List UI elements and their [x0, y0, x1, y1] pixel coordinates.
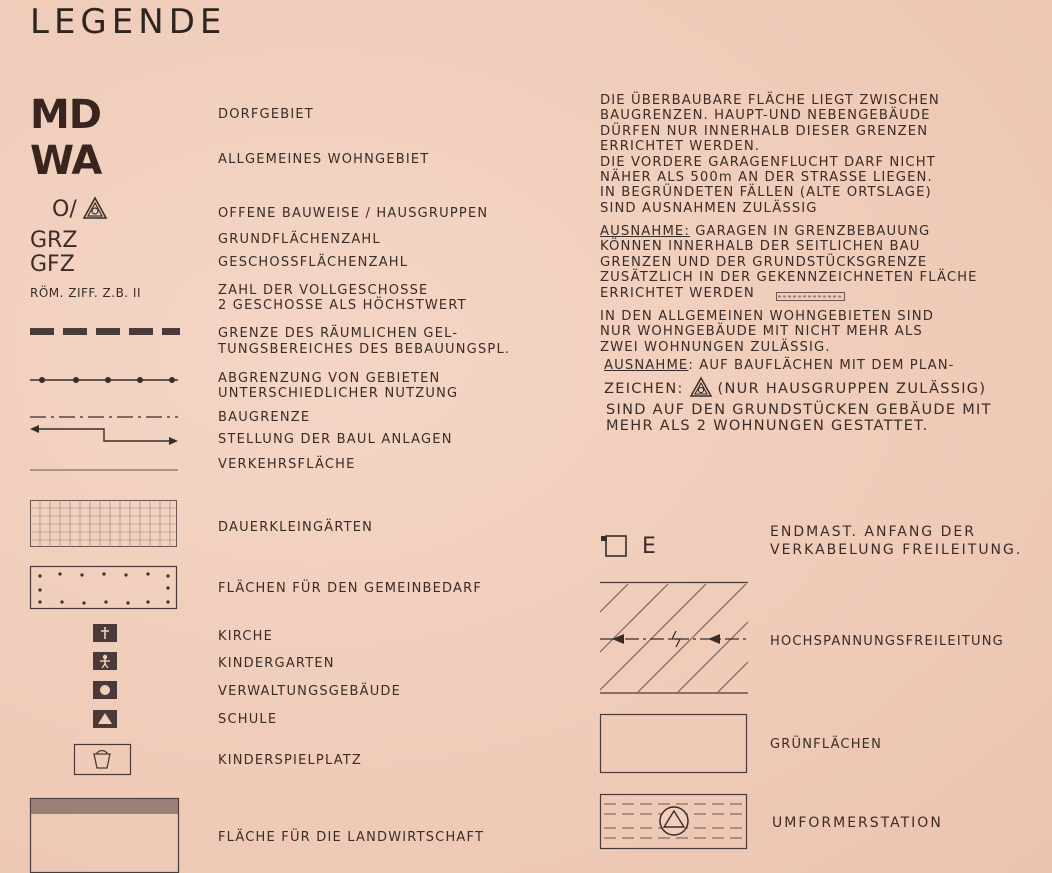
note-paragraph-3-line-1: SIND AUF DEN GRUNDSTÜCKEN GEBÄUDE MIT: [606, 402, 992, 418]
ausnahme-2-heading: AUSNAHME: [604, 358, 689, 373]
grz-label: GRUNDFLÄCHENZAHL: [218, 232, 381, 247]
stellung-label: STELLUNG DER BAUL ANLAGEN: [218, 432, 453, 447]
gfz-label: GESCHOSSFLÄCHENZAHL: [218, 255, 409, 270]
geltungsbereich-line: [30, 325, 180, 337]
kirche-label: KIRCHE: [218, 629, 274, 644]
note-zeichen: [604, 377, 986, 398]
abgrenzung-line: [30, 374, 180, 386]
gruenflaechen-symbol: [600, 714, 750, 774]
verkehr-label: VERKEHRSFLÄCHE: [218, 457, 356, 472]
legend-title: LEGENDE: [30, 2, 227, 42]
roem-ziff-symbol: RÖM. ZIFF. Z.B. II: [30, 286, 142, 300]
landwirtschaft-label: FLÄCHE FÜR DIE LANDWIRTSCHAFT: [218, 830, 485, 845]
endmast-icon: [598, 534, 630, 558]
md-symbol: MD: [30, 92, 102, 138]
endmast-symbol: E: [642, 534, 656, 559]
verwaltung-icon: [93, 681, 117, 699]
roem-label-2: 2 GESCHOSSE ALS HÖCHSTWERT: [218, 298, 467, 313]
bauweise-symbol: [52, 196, 108, 222]
gruen-label: GRÜNFLÄCHEN: [770, 737, 883, 752]
baugrenze-line: [30, 412, 180, 422]
dauerklein-label: DAUERKLEINGÄRTEN: [218, 520, 374, 535]
stellung-arrow: [30, 424, 180, 446]
spielplatz-icon: [74, 744, 132, 776]
verkehr-line: [30, 468, 180, 472]
hausgruppen-icon: [690, 377, 712, 397]
abgrenzung-label-2: UNTERSCHIEDLICHER NUTZUNG: [218, 386, 459, 401]
hochspannung-label: HOCHSPANNUNGSFREILEITUNG: [770, 634, 1004, 649]
dauerkleingarten-pattern: [30, 500, 178, 548]
md-label: DORFGEBIET: [218, 107, 314, 122]
note-paragraph-3-line-2: MEHR ALS 2 WOHNUNGEN GESTATTET.: [606, 418, 929, 434]
gemeinbedarf-label: FLÄCHEN FÜR DEN GEMEINBEDARF: [218, 581, 483, 596]
spielplatz-label: KINDERSPIELPLATZ: [218, 753, 363, 768]
garage-area-symbol: [776, 292, 846, 302]
grenze-label-1: GRENZE DES RÄUMLICHEN GEL-: [218, 326, 459, 341]
note-paragraph-2: IN DEN ALLGEMEINEN WOHNGEBIETEN SIND NUR WOHNGEBÄUDE MIT NICHT MEHR ALS ZWEI WOHNUNGEN ZULÄSSIG.: [600, 309, 934, 355]
baugrenze-label: BAUGRENZE: [218, 410, 311, 425]
schule-label: SCHULE: [218, 712, 278, 727]
school-icon: [93, 710, 117, 728]
wa-symbol: WA: [30, 138, 102, 184]
grz-symbol: GRZ: [30, 228, 78, 253]
umformer-label: UMFORMERSTATION: [772, 815, 943, 831]
note-ausnahme-1: [600, 224, 978, 301]
hochspannung-symbol: [600, 582, 750, 694]
zeichen-suffix: (NUR HAUSGRUPPEN ZULÄSSIG): [717, 381, 987, 397]
hausgruppen-icon: [82, 196, 108, 220]
gfz-symbol: GFZ: [30, 252, 75, 277]
note-ausnahme-2: [604, 358, 955, 373]
wa-label: ALLGEMEINES WOHNGEBIET: [218, 152, 430, 167]
gemeinbedarf-pattern: [30, 566, 178, 610]
grenze-label-2: TUNGSBEREICHES DES BEBAUUNGSPL.: [218, 342, 511, 357]
ausnahme-2-text: : AUF BAUFLÄCHEN MIT DEM PLAN-: [688, 358, 955, 373]
zeichen-prefix: ZEICHEN:: [604, 381, 684, 397]
verwaltung-label: VERWALTUNGSGEBÄUDE: [218, 684, 402, 699]
abgrenzung-label-1: ABGRENZUNG VON GEBIETEN: [218, 371, 441, 386]
note-paragraph-1: DIE ÜBERBAUBARE FLÄCHE LIEGT ZWISCHEN BAUGRENZEN. HAUPT-UND NEBENGEBÄUDE DÜRFEN NUR INNERHALB DIESER GRENZEN ERRICHTET WERDEN. DIE VORDERE GARAGENFLUCHT DARF NICHT NÄHER ALS 500m AN DER STRASSE LIEGEN. IN BEGRÜNDETEN FÄLLEN (ALTE ORTSLAGE) SIND AUSNAHMEN ZULÄSSIG: [600, 93, 940, 216]
umformerstation-symbol: [600, 794, 750, 850]
ausnahme-1-heading: AUSNAHME:: [600, 224, 690, 239]
ausnahme-1-text: GARAGEN IN GRENZBEBAUUNG KÖNNEN INNERHALB DER SEITLICHEN BAU GRENZEN UND DER GRUNDSTÜCKSGRENZE ZUSÄTZLICH IN DER GEKENNZEICHNETEN FLÄCHE ERRICHTET WERDEN: [600, 224, 978, 301]
endmast-label-1: ENDMAST. ANFANG DER: [770, 524, 976, 540]
kindergarten-icon: [93, 652, 117, 670]
roem-label-1: ZAHL DER VOLLGESCHOSSE: [218, 283, 429, 298]
bauweise-label: OFFENE BAUWEISE / HAUSGRUPPEN: [218, 206, 489, 221]
kindergarten-label: KINDERGARTEN: [218, 656, 335, 671]
landwirtschaft-pattern: [30, 798, 180, 873]
endmast-label-2: VERKABELUNG FREILEITUNG.: [770, 542, 1023, 558]
church-icon: [93, 624, 117, 642]
offene-bauweise-symbol: O/: [52, 197, 77, 222]
